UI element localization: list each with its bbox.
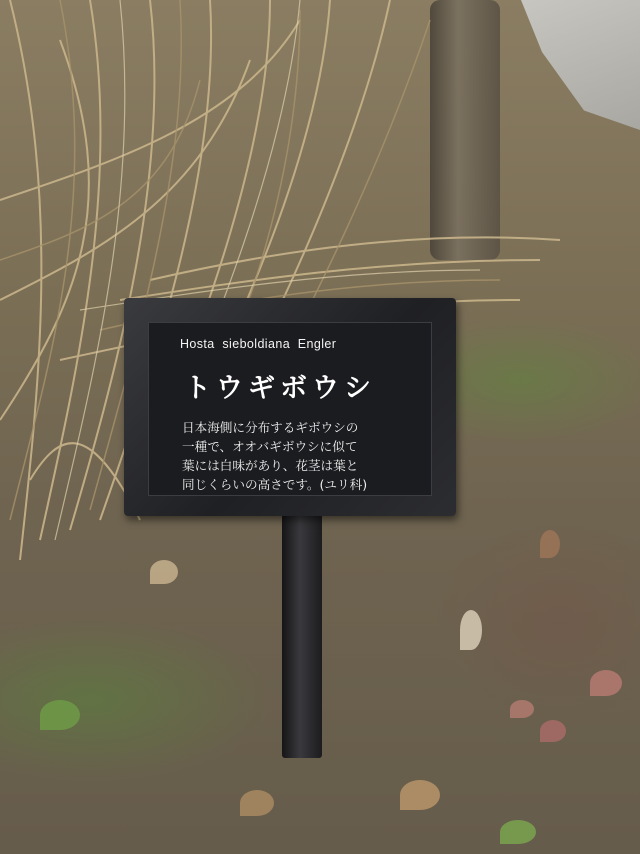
fallen-leaf xyxy=(500,820,536,844)
description-line: 一種で、オオバギボウシに似て xyxy=(182,439,358,454)
description-line: 日本海側に分布するギボウシの xyxy=(182,420,359,435)
fallen-leaf xyxy=(590,670,622,696)
fallen-leaf xyxy=(510,700,534,718)
sign-panel xyxy=(148,322,432,496)
description-line: 同じくらいの高さです。(ユリ科) xyxy=(182,477,368,492)
fallen-leaf xyxy=(400,780,440,810)
fallen-leaf xyxy=(150,560,178,584)
plant-name-sign xyxy=(124,298,456,516)
fallen-leaf xyxy=(540,720,566,742)
japanese-name: トウギボウシ xyxy=(184,373,376,404)
fallen-leaf xyxy=(240,790,274,816)
scientific-name: Hosta sieboldiana Engler xyxy=(180,337,337,351)
plant-description xyxy=(182,418,422,494)
description-line: 葉には白味があり、花茎は葉と xyxy=(182,458,359,473)
fallen-leaf xyxy=(540,530,560,558)
fallen-leaf xyxy=(40,700,80,730)
fallen-leaf xyxy=(460,610,482,650)
sign-post xyxy=(282,512,322,758)
